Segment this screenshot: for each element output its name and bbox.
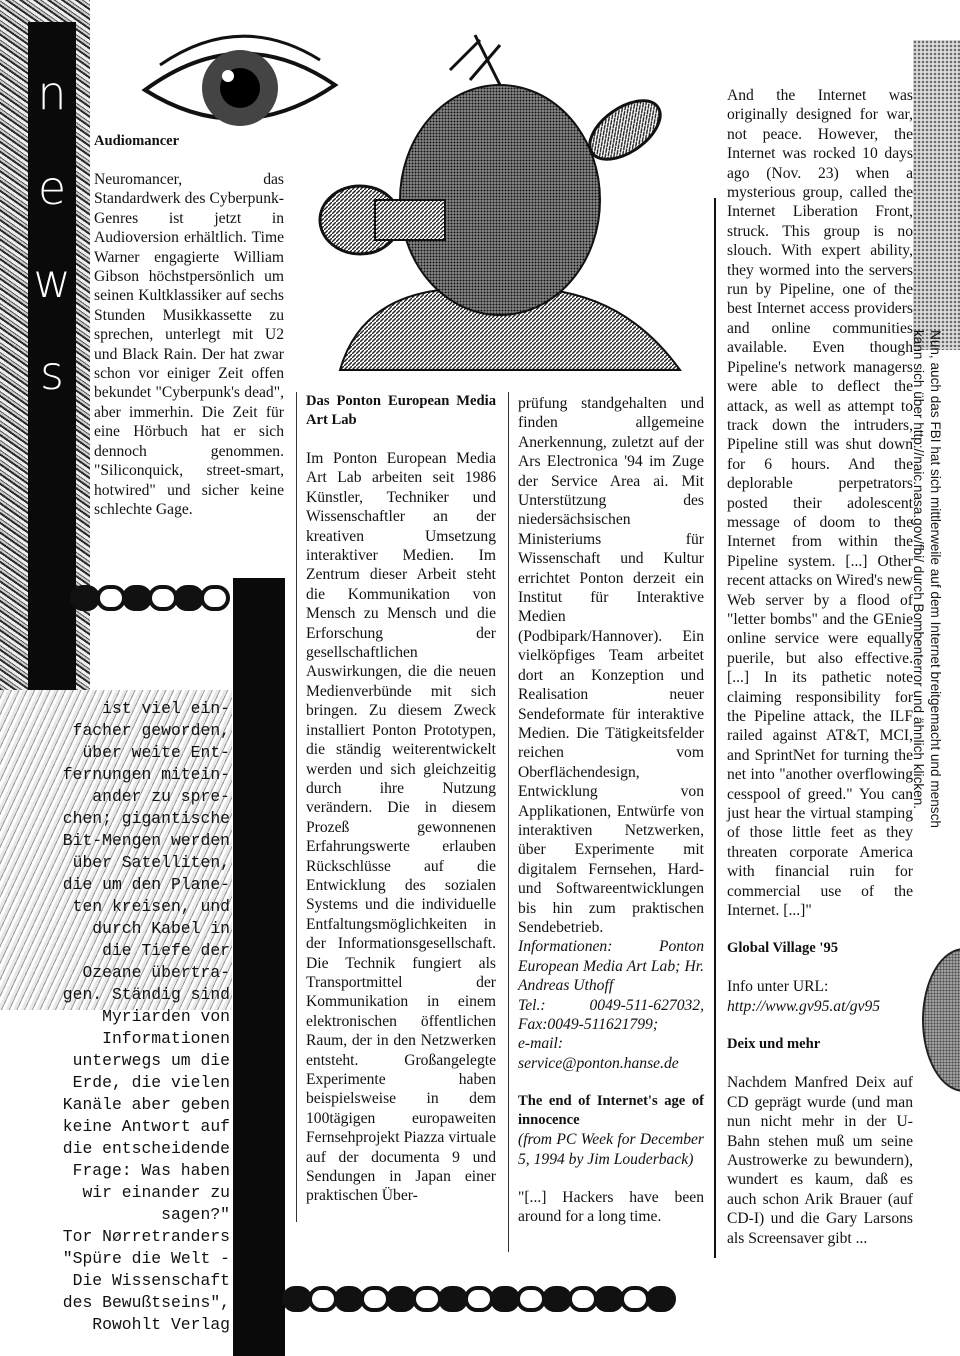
- deix-heading: Deix und mehr: [727, 1036, 821, 1053]
- right-column: [727, 86, 913, 1248]
- masthead-letter-n: n: [37, 66, 67, 120]
- ponton-email: service@ponton.hanse.de: [518, 1054, 679, 1072]
- ponton-heading: Das Ponton European Media Art Lab: [306, 393, 496, 428]
- quote-line: keine Antwort auf: [62, 1117, 230, 1136]
- internet-source: (from PC Week for December 5, 1994 by Jim Louderback): [518, 1131, 704, 1168]
- ponton-info: Informationen: Ponton European Media Art Lab; Hr. Andreas Uthoff: [518, 938, 704, 995]
- quote-line: "Spüre die Welt -: [62, 1249, 230, 1268]
- quote-line: über weite Ent-: [82, 743, 230, 762]
- quote-line: ander zu spre-: [92, 787, 230, 806]
- quote-line: die Tiefe der: [102, 941, 230, 960]
- quote-line: sagen?": [161, 1205, 230, 1224]
- sidebar-note-line-1: Nun, auch das FBI hat sich mittlerweile auf dem Internet breitgemacht und mensch: [928, 330, 943, 828]
- internet-heading: The end of Internet's age of innocence: [518, 1093, 704, 1129]
- global-village-info: Info unter URL:: [727, 978, 829, 996]
- internet-body: And the Internet was originally designed for war, not peace. However, the Internet was rocked 10 days ago (Nov. 23) when a mysterious group, called the Internet Liberation Front, struck. This group is no slouch. With expert ability, they wormed into the servers run by Pipeline, one of the best Internet access providers and online communities available. Even though Pipeline's network managers were able to deflect the attack, as well as attempt to track down the intruders, Pipeline still was shut down for 6 hours. And the deplorable perpetrators posted their adolescent message of doom to the Internet from within the Pipeline system. [...] Other recent attacks on Wired's new Web server by a flood of "letter bombs" and the GEnie online service were equally puerile, but also effective. [...] In its pathetic note claiming responsibility for the Pipeline attack, the ILF railed against AT&T, MCI, and SprintNet for turning the net into "another overflowing cesspool of greed." You can just hear the virtual stamping of those little feet as they threaten corporate America with financial ruin for commercial use of the Internet. [...]": [727, 87, 913, 920]
- head-illustration: [300, 30, 720, 390]
- chain-decoration-top: [70, 585, 226, 611]
- quote-line: ten kreisen, und: [72, 897, 230, 916]
- audiomancer-body: Neuromancer, das Standardwerk des Cyberpunk-Genres ist jetzt in Audioversion erhältlich. Time Warner engagierte William Gibson höchstpersönlich um seinen Kultklassiker auf sechs Stunden Musikkassette zu sprechen, unterlegt mit U2 und Black Rain. Der hat zwar schon vor einiger Zeit offen bekundet "Cyberpunk's dead", aber immerhin. Die Zeit für eine Hörbuch hat er sich dennoch genommen. "Siliconquick, street-smart, hotwired" und sicher keine schlechte Gage.: [94, 171, 284, 518]
- sidebar-note-line-2: kann sich über http://naic.nasa.gov/fbi/ durch Bombenterror und ähnlich klicken.: [911, 330, 926, 810]
- ponton-body-continued: prüfung standgehalten und finden allgemeine Anerkennung, zuletzt auf der Ars Electronica '94 im Zuge der Service Area ai. Mit Unterstützung des niedersächsischen Ministeriums für Wissenschaft und Kultur errichtet Ponton derzeit ein Institut für Interaktive Medien (Podbipark/Hannover). Ein vielköpfiges Team arbeitet dort an Konzeption und Realisation neuer Sendeformate für interaktive Medien. Die Tätigkeitsfelder reichen vom Oberflächendesign, Entwicklung von Applikationen, Entwürfe von interaktiven Netzwerken, über Experimente mit digitalem Fernsehen, Hard- und Softwareentwicklungen bis hin zum praktischen Sendebetrieb.: [518, 395, 704, 936]
- quote-line: Myriarden von: [102, 1007, 230, 1026]
- quote-line: Ozeane übertra-: [82, 963, 230, 982]
- ponton-email-label: e-mail:: [518, 1035, 564, 1053]
- quote-line: Kanäle aber geben: [62, 1095, 230, 1114]
- audiomancer-heading: Audiomancer: [94, 133, 180, 149]
- quote-block: [10, 698, 230, 1336]
- internet-intro: "[...] Hackers have been around for a long time.: [518, 1189, 704, 1226]
- quote-line: Informationen: [102, 1029, 230, 1048]
- quote-line: unterwegs um die: [72, 1051, 230, 1070]
- quote-line: ist viel ein-: [102, 699, 230, 718]
- quote-line: die entscheidende: [62, 1139, 230, 1158]
- right-column-rule: [714, 198, 716, 1258]
- chain-decoration-bottom: [282, 1286, 672, 1312]
- global-village-heading: Global Village '95: [727, 940, 839, 957]
- global-village-url: http://www.gv95.at/gv95: [727, 997, 881, 1015]
- audiomancer-article: [94, 132, 284, 519]
- ponton-article-col1: [306, 392, 496, 1206]
- deix-body: Nachdem Manfred Deix auf CD geprägt wurde (und man nun nicht mehr in der U-Bahn stehen muß um seine Austrowerke zu bewundern), wundert es kaum, daß es auch schon Arik Brauer (auf CD-I) und die Gary Larsons als Screensaver gibt ...: [727, 1074, 913, 1247]
- quote-line: über Satelliten,: [72, 853, 230, 872]
- quote-line: Rowohlt Verlag: [92, 1315, 230, 1334]
- quote-line: die um den Plane-: [62, 875, 230, 894]
- quote-line: wir einander zu: [82, 1183, 230, 1202]
- masthead-letter-s: s: [40, 346, 64, 400]
- ponton-article-col2: [518, 394, 704, 1227]
- quote-line: gen. Ständig sind: [62, 985, 230, 1004]
- masthead-letter-w: w: [33, 254, 71, 308]
- quote-line: Die Wissenschaft: [72, 1271, 230, 1290]
- right-halftone-ellipse: [922, 948, 960, 1092]
- quote-line: facher geworden,: [72, 721, 230, 740]
- quote-line: chen; gigantische: [62, 809, 230, 828]
- ponton-body: Im Ponton European Media Art Lab arbeiten seit 1986 Künstler, Techniker und Wissenschaftler an der kreativen Umsetzung interaktiver Medien. Im Zentrum dieser Arbeit steht die Kommunikation von Mensch zu Mensch und die Erforschung der gesellschaftlichen Auswirkungen, die die neuen Medienverbünde mit sich bringen. Zu diesem Zweck installiert Ponton Prototypen, die ständig weiterentwickelt werden und sich gleichzeitig durch ihre Nutzung verändern. Die in diesem Prozeß gewonnenen Erfahrungswerte erlauben Rückschlüsse auf die Entwicklung des sozialen Systems und die individuelle Entfaltungsmöglichkeiten in der Informationsgesellschaft. Die Technik fungiert als Transportmittel der Kommunikation in einem elektronischen öffentlichen Raum, der in den Netzwerken entsteht. Großangelegte Experimente haben beispielsweise in dem 100tägigen europaweiten Fernsehprojekt Piazza virtuale auf der documenta 9 und Sendungen in Japan einer praktischen Über-: [306, 450, 496, 1205]
- right-halftone-strip: [913, 40, 960, 350]
- column-rule-left: [296, 392, 297, 1222]
- quote-line: Bit-Mengen werden: [62, 831, 230, 850]
- quote-line: Frage: Was haben: [72, 1161, 230, 1180]
- quote-line: des Bewußtseins",: [62, 1293, 230, 1312]
- column-rule: [508, 392, 509, 1252]
- quote-line: Tor Nørretranders: [62, 1227, 230, 1246]
- middle-black-bar: [233, 578, 285, 1356]
- masthead-letter-e: e: [37, 161, 67, 215]
- quote-line: fernungen mitein-: [62, 765, 230, 784]
- quote-line: Erde, die vielen: [72, 1073, 230, 1092]
- quote-line: durch Kabel in: [92, 919, 230, 938]
- ponton-phone-fax: Tel.: 0049-511-627032, Fax:0049-511621799;: [518, 996, 704, 1033]
